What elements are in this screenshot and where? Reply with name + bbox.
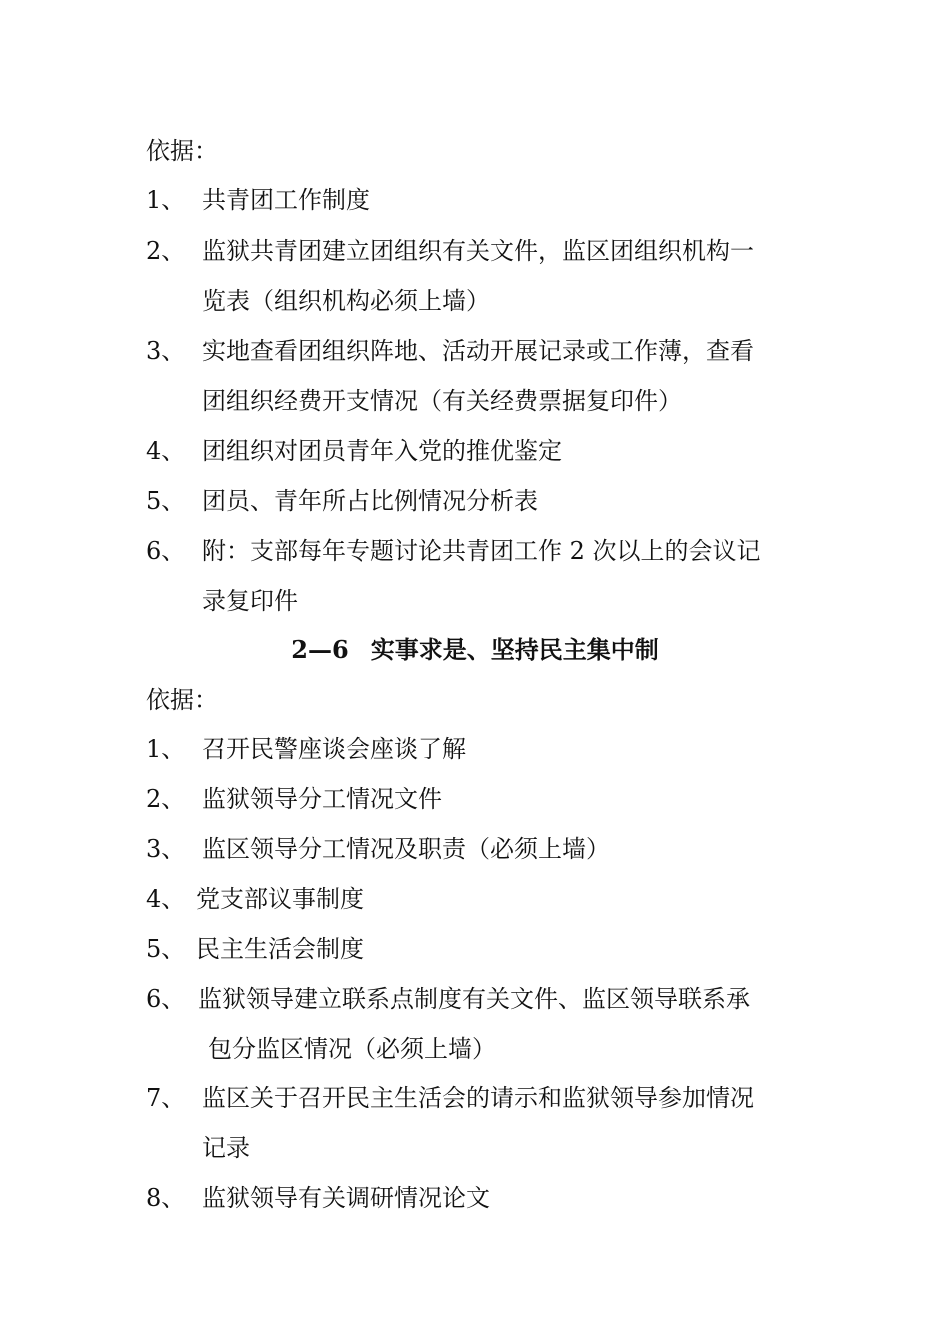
item-number: 3、: [146, 337, 186, 365]
item-text: 监狱领导有关调研情况论文: [202, 1184, 490, 1212]
basis-label: 依据：: [146, 137, 218, 165]
item-text: 团员、青年所占比例情况分析表: [202, 487, 538, 515]
item-number: 3、: [146, 835, 186, 863]
item-number: 2、: [146, 785, 186, 813]
item-text-continuation: 团组织经费开支情况（有关经费票据复印件）: [202, 387, 682, 415]
item-text: 监区关于召开民主生活会的请示和监狱领导参加情况: [202, 1084, 754, 1112]
item-number: 6、: [146, 537, 186, 565]
item-number: 1、: [146, 735, 186, 763]
item-text-continuation: 记录: [202, 1134, 250, 1162]
item-number: 1、: [146, 186, 186, 214]
item-number: 7、: [146, 1084, 186, 1112]
item-text-continuation: 览表（组织机构必须上墙）: [202, 287, 490, 315]
item-number: 4、: [146, 885, 186, 913]
item-text: 党支部议事制度: [196, 885, 364, 913]
basis-label: 依据：: [146, 686, 218, 714]
item-number: 5、: [146, 935, 186, 963]
item-number: 5、: [146, 487, 186, 515]
item-text: 监区领导分工情况及职责（必须上墙）: [202, 835, 610, 863]
item-text-continuation: 包分监区情况（必须上墙）: [208, 1035, 496, 1063]
item-text: 共青团工作制度: [202, 186, 370, 214]
item-text: 监狱领导分工情况文件: [202, 785, 442, 813]
section-heading-title: 实事求是、坚持民主集中制: [370, 635, 659, 664]
item-text: 召开民警座谈会座谈了解: [202, 735, 466, 763]
item-text: 民主生活会制度: [196, 935, 364, 963]
item-text: 监狱领导建立联系点制度有关文件、监区领导联系承: [198, 985, 750, 1013]
item-text: 实地查看团组织阵地、活动开展记录或工作薄，查看: [202, 337, 754, 365]
section-heading-number: 2—6: [291, 635, 349, 664]
item-number: 2、: [146, 237, 186, 265]
item-text-continuation: 录复印件: [202, 587, 298, 615]
item-number: 6、: [146, 985, 186, 1013]
item-text: 附：支部每年专题讨论共青团工作 2 次以上的会议记: [202, 537, 761, 565]
item-number: 4、: [146, 437, 186, 465]
item-number: 8、: [146, 1184, 186, 1212]
item-text: 监狱共青团建立团组织有关文件，监区团组织机构一: [202, 237, 754, 265]
item-text: 团组织对团员青年入党的推优鉴定: [202, 437, 562, 465]
section-heading: [0, 635, 950, 665]
